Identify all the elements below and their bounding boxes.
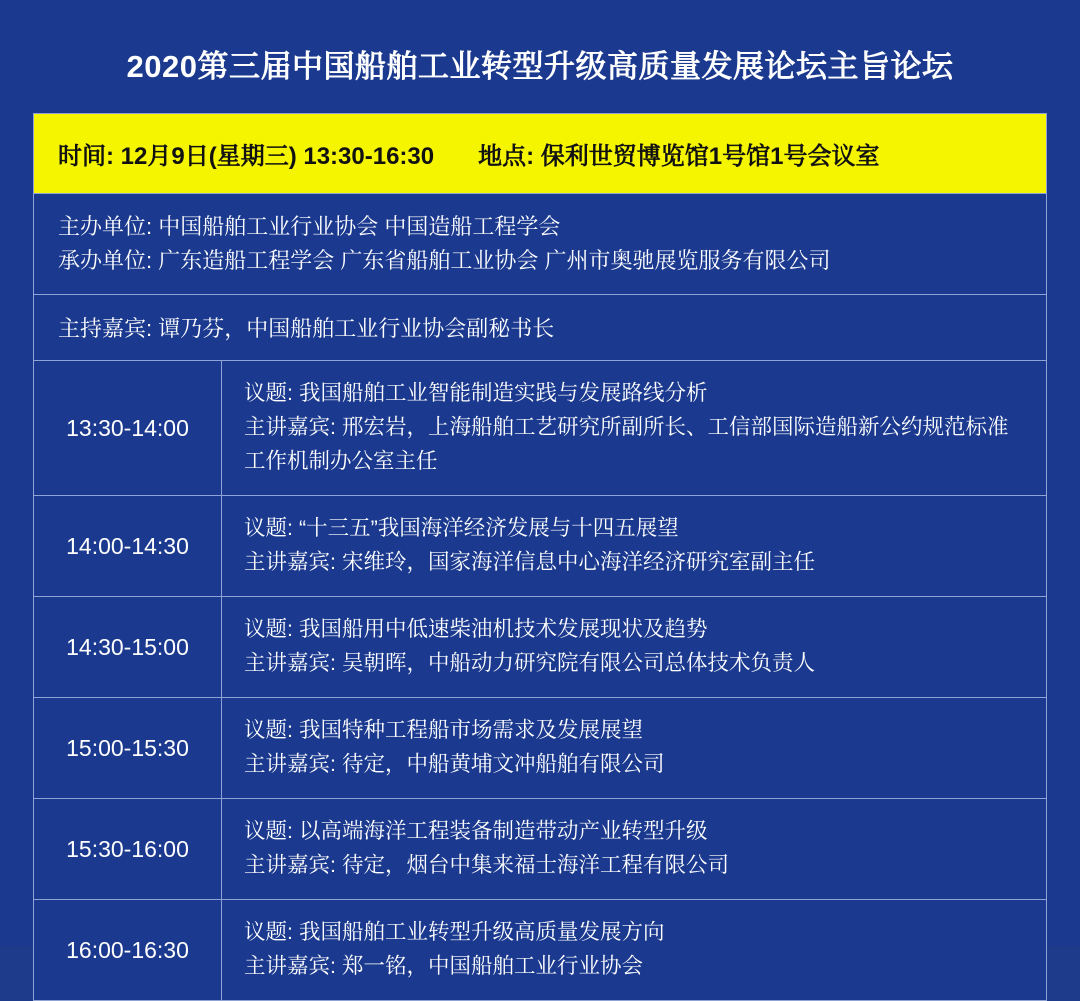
session-detail	[222, 597, 1046, 697]
organizers-row	[34, 194, 1046, 295]
host-row	[34, 295, 1046, 361]
session-topic: 议题: 我国船舶工业智能制造实践与发展路线分析	[244, 381, 708, 406]
organizers-block	[34, 194, 1046, 294]
session-topic: 议题: 我国船用中低速柴油机技术发展现状及趋势	[244, 617, 708, 642]
session-detail	[222, 496, 1046, 596]
table-row	[34, 698, 1046, 799]
session-speaker: 主讲嘉宾: 邢宏岩，上海船舶工艺研究所副所长、工信部国际造船新公约规范标准工作机制办公室主任	[244, 415, 1009, 474]
banner-row	[34, 114, 1046, 194]
session-detail	[222, 698, 1046, 798]
host-label: 主持嘉宾: 谭乃芬，中国船舶工业行业协会副秘书长	[58, 316, 555, 342]
table-row	[34, 900, 1046, 1001]
table-row	[34, 799, 1046, 900]
table-row	[34, 361, 1046, 496]
session-topic: 议题: 我国船舶工业转型升级高质量发展方向	[244, 920, 665, 945]
session-speaker: 主讲嘉宾: 宋维玲，国家海洋信息中心海洋经济研究室副主任	[244, 550, 815, 575]
table-row	[34, 496, 1046, 597]
session-topic: 议题: 我国特种工程船市场需求及发展展望	[244, 718, 643, 743]
table-row	[34, 597, 1046, 698]
session-detail	[222, 361, 1046, 495]
session-topic: 议题: “十三五”我国海洋经济发展与十四五展望	[244, 516, 679, 541]
session-time: 13:30-14:00	[34, 361, 222, 495]
session-time: 15:30-16:00	[34, 799, 222, 899]
session-time: 14:00-14:30	[34, 496, 222, 596]
session-speaker: 主讲嘉宾: 郑一铭，中国船舶工业行业协会	[244, 954, 643, 978]
event-banner	[34, 114, 1046, 193]
session-detail	[222, 799, 1046, 899]
session-topic: 议题: 以高端海洋工程装备制造带动产业转型升级	[244, 819, 708, 844]
session-detail	[222, 900, 1046, 1000]
co-organizer-line: 承办单位: 广东造船工程学会 广东省船舶工业协会 广州市奥驰展览服务有限公司	[58, 248, 831, 274]
session-speaker: 主讲嘉宾: 吴朝晖，中船动力研究院有限公司总体技术负责人	[244, 651, 815, 676]
organizer-line: 主办单位: 中国船舶工业行业协会 中国造船工程学会	[58, 214, 561, 240]
agenda-table	[33, 113, 1047, 1001]
event-place: 地点: 保利世贸博览馆1号馆1号会议室	[478, 143, 880, 171]
page-title: 2020第三届中国船舶工业转型升级高质量发展论坛主旨论坛	[126, 49, 954, 84]
session-time: 14:30-15:00	[34, 597, 222, 697]
session-time: 15:00-15:30	[34, 698, 222, 798]
session-speaker: 主讲嘉宾: 待定，中船黄埔文冲船舶有限公司	[244, 752, 665, 777]
session-speaker: 主讲嘉宾: 待定，烟台中集来福士海洋工程有限公司	[244, 853, 729, 878]
session-time: 16:00-16:30	[34, 900, 222, 1000]
event-time: 时间: 12月9日(星期三) 13:30-16:30	[58, 143, 435, 171]
